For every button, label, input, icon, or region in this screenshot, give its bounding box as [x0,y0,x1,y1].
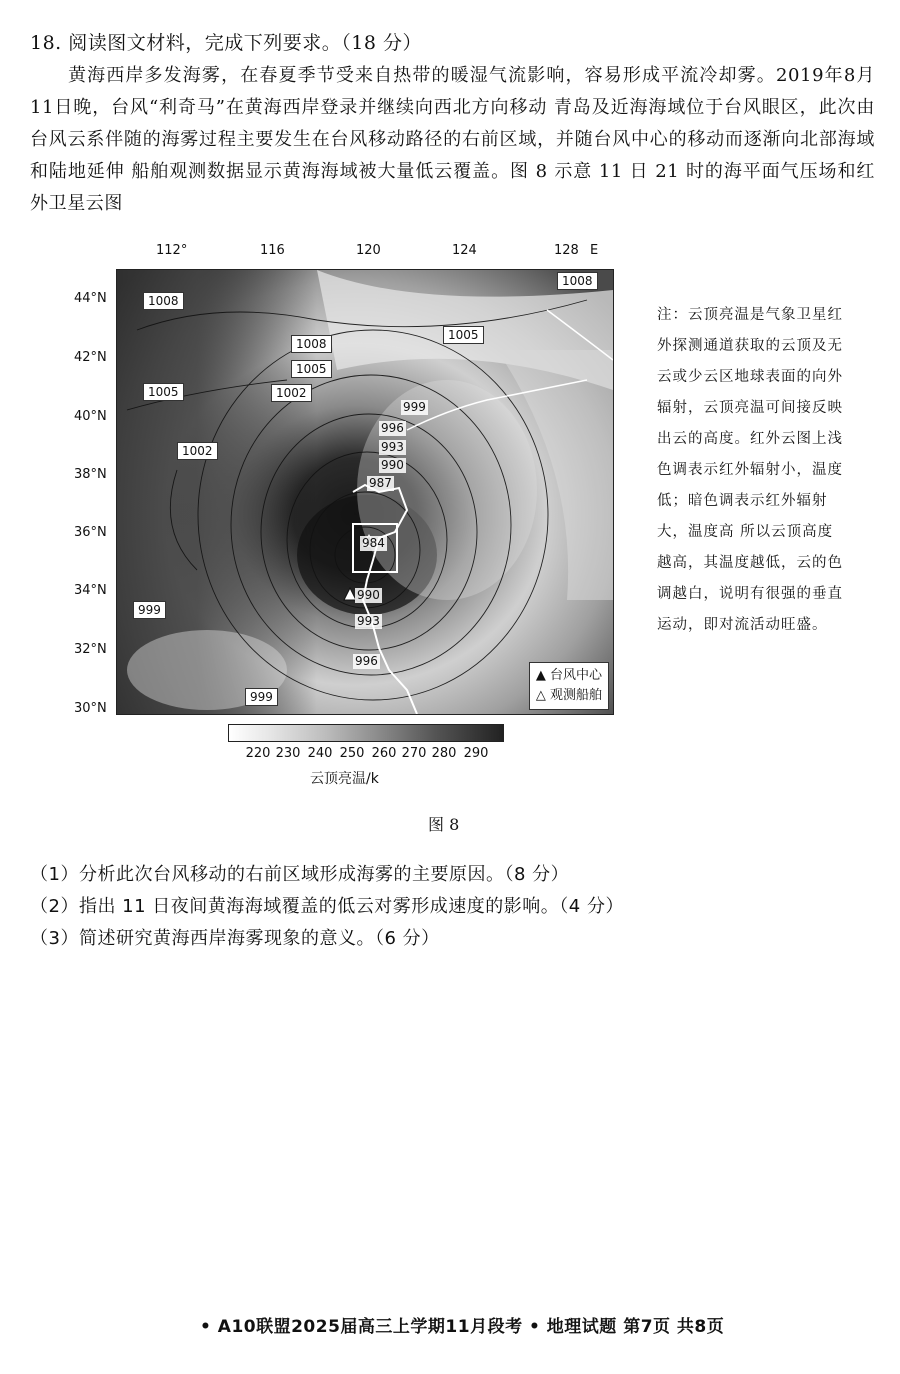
colorbar-tick: 270 [401,746,427,761]
subquestion-1: （1）分析此次台风移动的右前区域形成海雾的主要原因。（8 分） [30,864,570,885]
colorbar-tick: 250 [339,746,365,761]
isobar-label: 1005 [143,383,184,401]
subquestion-3: （3）简述研究黄海西岸海雾现象的意义。（6 分） [30,928,440,949]
lon-label: 116 [260,243,285,258]
isobar-label: 999 [133,601,166,619]
isobar-label: 996 [355,654,378,668]
question-heading: 18. 阅读图文材料，完成下列要求。（18 分） [30,32,422,54]
question-paragraph: 黄海西岸多发海雾，在春夏季节受来自热带的暖湿气流影响，容易形成平流冷却雾。2019年8月11日晚，台风“利奇马”在黄海西岸登录并继续向西北方向移动 青岛及近海海域位于台风眼区，此次由台风云系伴随的海雾过程主要发生在台风移动路径的右前区域，并随台风中心的移动而逐渐向北部海域和陆地延伸 船舶观测数据显示黄海海域被大量低云覆盖。图 8 示意 11 日 21 时的海平面气压场和红外卫星云图 [30,65,875,214]
legend-typhoon-center: ▲ 台风中心 [535,668,602,683]
satellite-cloud-image [117,270,613,714]
isobar-label: 1008 [143,292,184,310]
lat-label: 34°N [74,583,107,598]
isobar-label: 984 [362,536,385,550]
isobar-label: 1008 [557,272,598,290]
map-legend [529,662,609,710]
isobar-label: 987 [369,476,392,490]
colorbar-tick: 290 [463,746,489,761]
lat-label: 38°N [74,467,107,482]
page-footer: • A10联盟2025届高三上学期11月段考 • 地理试题 第7页 共8页 [200,1317,725,1337]
lat-label: 32°N [74,642,107,657]
isobar-label: 993 [381,440,404,454]
lat-label: 30°N [74,701,107,716]
colorbar-unit: 云顶亮温/k [310,771,379,787]
lat-label: 36°N [74,525,107,540]
figure-8 [74,243,616,716]
lon-label: 128 [554,243,579,258]
colorbar-tick: 220 [245,746,271,761]
isobar-label: 990 [357,588,380,602]
lat-label: 42°N [74,350,107,365]
isobar-label: 1002 [271,384,312,402]
isobar-label: 1008 [291,335,332,353]
figure-note: 注：云顶亮温是气象卫星红外探测通道获取的云顶及无云或少云区地球表面的向外辐射，云顶亮温可间接反映出云的高度。红外云图上浅色调表示红外辐射小，温度低；暗色调表示红外辐射大，温度高 所以云顶高度越高，其温度越低，云的色调越白，说明有很强的垂直运动，即对流活动旺盛。 [657,307,843,633]
colorbar-tick: 280 [431,746,457,761]
lon-label: 120 [356,243,381,258]
lon-label: E [590,243,599,258]
lon-label: 124 [452,243,477,258]
subquestion-2: （2）指出 11 日夜间黄海海域覆盖的低云对雾形成速度的影响。（4 分） [30,896,624,917]
isobar-label: 1005 [443,326,484,344]
colorbar-tick: 240 [307,746,333,761]
colorbar-tick: 260 [371,746,397,761]
isobar-label: 993 [357,614,380,628]
colorbar [228,724,504,761]
lat-label: 44°N [74,291,107,306]
isobar-label: 996 [381,421,404,435]
legend-ship: △ 观测船舶 [535,688,602,703]
isobar-label: 999 [403,400,426,414]
isobar-label: 1002 [177,442,218,460]
colorbar-tick: 230 [275,746,301,761]
isobar-label: 990 [381,458,404,472]
lon-label: 112° [156,243,188,258]
lat-label: 40°N [74,409,107,424]
satellite-map [116,269,614,715]
colorbar-gradient [228,724,504,742]
figure-caption: 图 8 [428,815,460,834]
isobar-label: 999 [245,688,278,706]
isobar-label: 1005 [291,360,332,378]
